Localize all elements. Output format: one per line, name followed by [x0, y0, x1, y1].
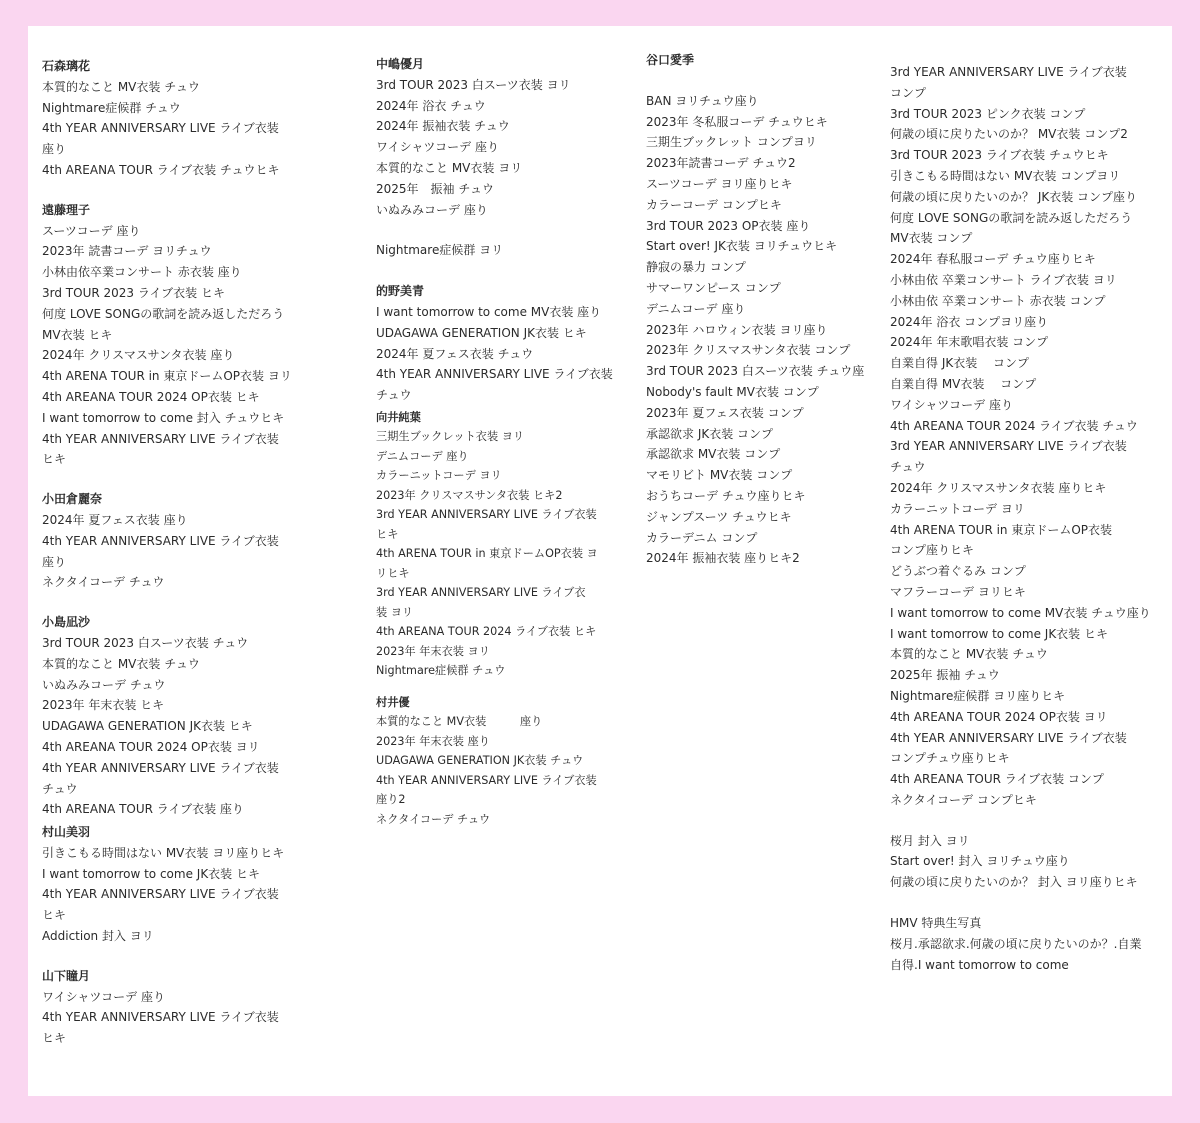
list-item: 座り	[42, 142, 67, 157]
list-item: 2023年 クリスマスサンタ衣装 ヒキ2	[376, 488, 563, 502]
list-item: いぬみみコーデ 座り	[376, 202, 488, 217]
list-item: Nobody's fault MV衣装 コンプ	[646, 384, 819, 399]
list-item: MV衣装 ヒキ	[42, 327, 113, 342]
member-group	[646, 50, 882, 71]
list-item: 2024年 浴衣 チュウ	[376, 98, 486, 113]
column-2	[376, 54, 638, 829]
list-item: 4th AREANA TOUR ライブ衣装 座り	[42, 802, 244, 817]
list-item: 3rd TOUR 2023 白スーツ衣装 チュウ	[42, 635, 249, 650]
list-item: 2025年 振袖 チュウ	[376, 181, 494, 196]
list-item: 2023年 夏フェス衣装 コンプ	[646, 405, 804, 420]
list-item: 三期生ブックレット衣装 ヨリ	[376, 430, 525, 444]
list-item: 4th AREANA TOUR 2024 OP衣装 ヒキ	[42, 389, 260, 404]
list-item: UDAGAWA GENERATION JK衣装 ヒキ	[42, 719, 253, 734]
list-item: 4th AREANA TOUR 2024 OP衣装 ヨリ	[890, 709, 1108, 724]
list-item: どうぶつ着ぐるみ コンプ	[890, 564, 1026, 579]
list-item: Nightmare症候群 チュウ	[42, 100, 181, 115]
list-item: I want tomorrow to come 封入 チュウヒキ	[42, 410, 285, 425]
list-item: Nightmare症候群 ヨリ	[376, 243, 504, 258]
list-item: カラーコーデ コンプヒキ	[646, 197, 782, 212]
member-group	[376, 281, 638, 406]
member-group	[376, 408, 638, 681]
list-item: スーツコーデ ヨリ座りヒキ	[646, 176, 793, 191]
list-item: マモリビト MV衣装 コンプ	[646, 468, 793, 483]
member-group	[890, 913, 1170, 975]
member-name: 小田倉麗奈	[42, 492, 103, 507]
list-item: 3rd YEAR ANNIVERSARY LIVE ライブ衣装	[890, 65, 1127, 79]
list-item: ヒキ	[42, 1031, 67, 1046]
list-item: 2024年 浴衣 コンプヨリ座り	[890, 314, 1049, 329]
list-item: サマーワンピース コンプ	[646, 280, 781, 295]
list-item: ヒキ	[42, 452, 67, 467]
list-item: 3rd YEAR ANNIVERSARY LIVE ライブ衣	[376, 586, 586, 600]
list-item: 4th YEAR ANNIVERSARY LIVE ライブ衣装	[42, 760, 279, 775]
list-item: マフラーコーデ ヨリヒキ	[890, 584, 1026, 599]
list-item: 4th AREANA TOUR 2024 OP衣装 ヨリ	[42, 739, 260, 754]
member-name: 石森璃花	[42, 59, 91, 73]
list-item: UDAGAWA GENERATION JK衣装 チュウ	[376, 754, 584, 768]
list-item: 4th YEAR ANNIVERSARY LIVE ライブ衣装	[376, 367, 613, 382]
list-item: 2024年 年末歌唱衣装 コンプ	[890, 335, 1049, 350]
member-group	[42, 612, 342, 820]
list-item: 4th ARENA TOUR in 東京ドームOP衣装 ヨ	[376, 547, 598, 561]
list-item: 4th YEAR ANNIVERSARY LIVE ライブ衣装	[376, 773, 597, 787]
member-group	[890, 62, 1170, 811]
list-item: 2025年 振袖 チュウ	[890, 668, 1000, 683]
list-item: ワイシャツコーデ 座り	[890, 397, 1013, 412]
list-item: カラーニットコーデ ヨリ	[890, 501, 1025, 516]
member-group	[42, 200, 342, 470]
member-name: 山下瞳月	[42, 968, 91, 983]
list-item: コンプ	[890, 85, 927, 100]
list-item: ネクタイコーデ チュウ	[42, 575, 165, 590]
member-group	[376, 240, 638, 261]
list-item: 2024年 振袖衣装 座りヒキ2	[646, 551, 800, 566]
list-item: 4th YEAR ANNIVERSARY LIVE ライブ衣装	[42, 887, 279, 902]
list-item: 本質的なこと MV衣装 座り	[376, 715, 543, 729]
list-item: HMV 特典生写真	[890, 916, 982, 931]
list-item: いぬみみコーデ チュウ	[42, 677, 166, 692]
list-item: 3rd TOUR 2023 ライブ衣装 ヒキ	[42, 285, 225, 300]
list-item: コンプチュウ座りヒキ	[890, 751, 1010, 766]
list-item: Addiction 封入 ヨリ	[42, 929, 154, 944]
list-item: I want tomorrow to come JK衣装 ヒキ	[890, 626, 1108, 641]
member-group	[890, 831, 1170, 893]
list-item: 本質的なこと MV衣装 ヨリ	[376, 160, 523, 175]
list-item: 本質的なこと MV衣装 チュウ	[42, 79, 200, 94]
list-item: 三期生ブックレット コンプヨリ	[646, 135, 817, 150]
column-3	[646, 50, 882, 569]
list-item: デニムコーデ 座り	[376, 449, 469, 463]
list-item: ワイシャツコーデ 座り	[376, 140, 499, 155]
list-item: コンプ座りヒキ	[890, 543, 975, 558]
list-item: 3rd TOUR 2023 ピンク衣装 コンプ	[890, 106, 1086, 121]
list-item: 何歳の頃に戻りたいのか？ 封入 ヨリ座りヒキ	[890, 875, 1138, 890]
column-4	[890, 62, 1170, 975]
list-item: 座り2	[376, 793, 406, 807]
list-item: ジャンプスーツ チュウヒキ	[646, 509, 792, 524]
list-item: 何度 LOVE SONGの歌詞を読み返しただろう	[890, 210, 1133, 225]
list-item: Nightmare症候群 チュウ	[376, 664, 506, 678]
member-name: 的野美青	[376, 284, 425, 299]
list-item: カラーニットコーデ ヨリ	[376, 469, 502, 483]
list-panel	[28, 26, 1172, 1096]
member-name: 中嶋優月	[376, 57, 425, 71]
list-item: 2024年 夏フェス衣装 チュウ	[376, 346, 534, 361]
list-item: UDAGAWA GENERATION JK衣装 ヒキ	[376, 325, 587, 340]
member-group	[42, 966, 342, 1049]
list-item: 2024年 夏フェス衣装 座り	[42, 512, 188, 527]
list-item: 4th YEAR ANNIVERSARY LIVE ライブ衣装	[42, 121, 279, 136]
list-item: 4th AREANA TOUR ライブ衣装 チュウヒキ	[42, 162, 280, 177]
list-item: 何歳の頃に戻りたいのか？ JK衣装 コンプ座り	[890, 189, 1138, 204]
list-item: カラーデニム コンプ	[646, 530, 758, 545]
list-item: Start over! 封入 ヨリチュウ座り	[890, 854, 1070, 869]
list-item: 3rd YEAR ANNIVERSARY LIVE ライブ衣装	[890, 439, 1127, 454]
list-item: 3rd TOUR 2023 白スーツ衣装 ヨリ	[376, 77, 571, 92]
list-item: 小林由依 卒業コンサート ライブ衣装 ヨリ	[890, 272, 1117, 287]
list-item: 2023年 冬私服コーデ チュウヒキ	[646, 114, 828, 129]
list-item: 自業自得 MV衣装 コンプ	[890, 376, 1037, 391]
list-item: 3rd YEAR ANNIVERSARY LIVE ライブ衣装	[376, 508, 597, 522]
member-name: 谷口愛季	[646, 53, 695, 67]
list-item: 本質的なこと MV衣装 チュウ	[42, 656, 200, 671]
list-item: 2023年 年末衣装 座り	[376, 734, 490, 748]
list-item: 4th ARENA TOUR in 東京ドームOP衣装	[890, 522, 1113, 537]
list-item: 引きこもる時間はない MV衣装 ヨリ座りヒキ	[42, 845, 285, 860]
list-item: 小林由依卒業コンサート 赤衣装 座り	[42, 265, 242, 280]
list-item: 4th ARENA TOUR in 東京ドームOP衣装 ヨリ	[42, 369, 292, 384]
list-item: ヒキ	[376, 527, 399, 541]
member-group	[42, 489, 342, 593]
column-1	[42, 56, 342, 1049]
member-name: 村山美羽	[42, 825, 91, 840]
member-group	[646, 91, 882, 569]
list-item: 2023年 ハロウィン衣装 ヨリ座り	[646, 322, 828, 337]
list-item: 2024年 春私服コーデ チュウ座りヒキ	[890, 252, 1096, 267]
member-group	[42, 822, 342, 947]
list-item: 2024年 振袖衣装 チュウ	[376, 119, 510, 134]
list-item: おうちコーデ チュウ座りヒキ	[646, 488, 806, 503]
list-item: チュウ	[376, 388, 412, 403]
list-item: 3rd TOUR 2023 白スーツ衣装 チュウ座	[646, 364, 865, 379]
list-item: 静寂の暴力 コンプ	[646, 260, 746, 275]
list-item: 小林由依 卒業コンサート 赤衣装 コンプ	[890, 293, 1106, 308]
list-item: 何度 LOVE SONGの歌詞を読み返しただろう	[42, 306, 285, 321]
list-item: 4th YEAR ANNIVERSARY LIVE ライブ衣装	[42, 1010, 279, 1025]
list-item: BAN ヨリチュウ座り	[646, 93, 759, 108]
list-item: スーツコーデ 座り	[42, 223, 141, 238]
list-item: 桜月.承認欲求.何歳の頃に戻りたいのか？.自業	[890, 936, 1142, 951]
list-item: 4th YEAR ANNIVERSARY LIVE ライブ衣装	[42, 533, 279, 548]
list-item: 2024年 クリスマスサンタ衣装 座りヒキ	[890, 480, 1107, 495]
list-item: 2023年 読書コーデ ヨリチュウ	[42, 244, 212, 259]
list-item: 引きこもる時間はない MV衣装 コンプヨリ	[890, 168, 1121, 183]
list-item: 何歳の頃に戻りたいのか？ MV衣装 コンプ2	[890, 127, 1128, 142]
list-item: 4th AREANA TOUR 2024 ライブ衣装 チュウ	[890, 418, 1138, 433]
list-item: 自得.I want tomorrow to come	[890, 957, 1069, 972]
list-item: 3rd TOUR 2023 OP衣装 座り	[646, 218, 811, 233]
list-item: 承認欲求 MV衣装 コンプ	[646, 447, 781, 462]
member-group	[376, 54, 638, 220]
list-item: ネクタイコーデ チュウ	[376, 812, 491, 826]
member-name: 向井純葉	[376, 410, 421, 424]
list-item: 2023年 年末衣装 ヒキ	[42, 698, 165, 713]
member-group	[376, 693, 638, 830]
list-item: 装 ヨリ	[376, 605, 414, 619]
list-item: リヒキ	[376, 566, 410, 580]
list-item: Nightmare症候群 ヨリ座りヒキ	[890, 688, 1066, 703]
list-item: チュウ	[890, 460, 926, 475]
list-item: 2023年 クリスマスサンタ衣装 コンプ	[646, 343, 851, 358]
list-item: 2023年 年末衣装 ヨリ	[376, 644, 490, 658]
list-item: 4th YEAR ANNIVERSARY LIVE ライブ衣装	[42, 431, 279, 446]
list-item: 座り	[42, 554, 67, 569]
list-item: 本質的なこと MV衣装 チュウ	[890, 647, 1048, 662]
list-item: ネクタイコーデ コンプヒキ	[890, 792, 1037, 807]
member-name: 村井優	[376, 695, 410, 709]
list-item: 桜月 封入 ヨリ	[890, 833, 970, 848]
list-item: MV衣装 コンプ	[890, 231, 973, 246]
list-item: 2024年 クリスマスサンタ衣装 座り	[42, 348, 235, 363]
list-item: I want tomorrow to come MV衣装 チュウ座り	[890, 605, 1151, 620]
list-item: ワイシャツコーデ 座り	[42, 989, 165, 1004]
list-item: チュウ	[42, 781, 78, 796]
list-item: 4th YEAR ANNIVERSARY LIVE ライブ衣装	[890, 730, 1127, 745]
list-item: 4th AREANA TOUR ライブ衣装 コンプ	[890, 772, 1104, 787]
list-item: I want tomorrow to come JK衣装 ヒキ	[42, 866, 260, 881]
list-item: デニムコーデ 座り	[646, 301, 746, 316]
list-item: Start over! JK衣装 ヨリチュウヒキ	[646, 239, 838, 254]
member-name: 小島凪沙	[42, 615, 91, 630]
member-name: 遠藤理子	[42, 202, 91, 217]
list-item: 4th AREANA TOUR 2024 ライブ衣装 ヒキ	[376, 625, 597, 639]
list-item: 2023年読書コーデ チュウ2	[646, 156, 796, 171]
list-item: ヒキ	[42, 908, 67, 923]
member-group	[42, 56, 342, 181]
list-item: 承認欲求 JK衣装 コンプ	[646, 426, 774, 441]
list-item: 3rd TOUR 2023 ライブ衣装 チュウヒキ	[890, 148, 1109, 163]
list-item: I want tomorrow to come MV衣装 座り	[376, 304, 602, 319]
list-item: 自業自得 JK衣装 コンプ	[890, 356, 1030, 371]
